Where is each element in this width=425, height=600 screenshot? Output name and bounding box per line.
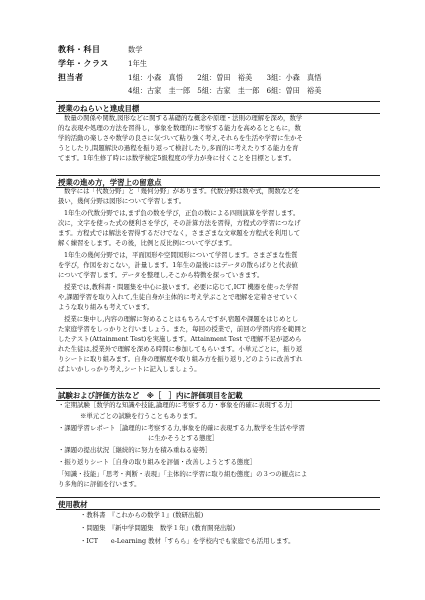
teachers-row-1: 1組：小森 真悟 2組：曽田 裕美 3組：小森 真悟 [128, 73, 322, 82]
material-item: ・問題集 『新中学問題集 数学１年』(教育開発出版) [80, 524, 236, 532]
aims-line: 数量の関係や関数,図形などに関する基礎的な概念や原理・法則の理解を深め，数学 [64, 114, 303, 122]
method-line: 授業に集中し,内容の理解に努めることはもちろんですが,宿題や課題をはじめとし [64, 315, 299, 323]
method-line: したテスト(Attainment Test)を実施します。Attainment Test で理解不足が認めら [58, 335, 302, 343]
method-line: 解く練習をします。その後，比例と反比例について学びます。 [58, 239, 236, 247]
evaluation-line: に生かそうとする態度］ [148, 434, 219, 442]
evaluation-line: り多角的に評価を行います。 [58, 480, 141, 488]
evaluation-line: ・振り返りシート［自身の取り組みを評価・改善しようとする態度］ [58, 458, 257, 466]
method-line: を学び，作図をおこない，計量します。1年生の最後にはデータの散らばりと代表値 [58, 261, 298, 269]
method-line: 授業では,教科書・問題集を中心に扱います。必要に応じて,ICT 機器を使った学習 [64, 283, 299, 291]
material-item: ・教科書 『これからの数学１』(数研出版) [80, 511, 204, 519]
method-line: 扱い，幾何分野は図形について学習します。 [58, 197, 186, 205]
method-line: た家庭学習をしっかりと行いましょう。また，毎回の授業で，前回の学習内容を範囲と [58, 325, 308, 333]
method-line: ます。方程式では解法を習得するだけでなく，さまざまな文章題を方程式を利用して [58, 229, 301, 237]
evaluation-line: ・課題の提出状況［継続的に努力を積み重ねる姿勢］ [58, 446, 212, 454]
aims-line: うとしたり,問題解決の過程を振り返って検討したり,多面的に考えたりする能力を育 [58, 144, 299, 152]
aims-line: 学的活動の楽しさや数学の良さに気づいて粘り強く考え,それらを生活や学習に生かそ [58, 134, 303, 142]
grade-label: 学年・クラス [58, 59, 109, 68]
section-materials-title: 使用教材 [58, 500, 88, 509]
method-line: れた生徒は,授業外で理解を深める時間に参加してもらいます。小単元ごとに，振り返 [58, 345, 303, 353]
method-line: 1年生の幾何分野では，平面図形や空間図形について学習します。さまざまな性質 [64, 251, 298, 259]
method-line: 数学には「代数分野」と「幾何分野」があります。代数分野は数や式，関数などを [64, 187, 300, 195]
method-line: について学習します。データを整理し,そこから特徴を探っていきます。 [58, 271, 264, 279]
aims-line: 的な表現や処理の方法を習得し，事象を数理的に考察する能力を高めるとともに，数 [58, 124, 301, 132]
evaluation-line: ※単元ごとの試験を行うこともあります。 [80, 412, 201, 420]
subject-label: 教科・科目 [58, 45, 101, 54]
section-evaluation-title: 試験および評価方法など ※［ ］内に評価項目を記載 [58, 391, 243, 400]
evaluation-line: ・課題学習レポート［論理的に考察する力,事象を的確に表現する力,数学を生活や学習 [58, 424, 305, 432]
method-line: ばよいかしっかり考え,シートに記入しましょう。 [58, 365, 201, 373]
method-line: りシートに取り組みます。自身の理解度や取り組み方を振り返り,どのように改善すれ [58, 355, 303, 363]
teacher-label: 担当者 [58, 73, 84, 82]
material-item: ・ICT e-Learning 教材「すらら」を学校内でも家庭でも活用します。 [80, 537, 295, 545]
evaluation-line: ・定期試験［数学的な知識や技能,論理的に考察する力・事象を的確に表現する力］ [58, 401, 297, 409]
method-line: ような取り組みも考えています。 [58, 303, 154, 311]
section-aims-header [56, 101, 380, 114]
section-aims-title: 授業のねらいと達成目標 [58, 104, 140, 113]
aims-line: てます。1年生修了時には数学検定5級程度の学力が身に付くことを目標とします。 [58, 154, 296, 162]
subject-value: 数学 [128, 45, 143, 54]
grade-value: 1年生 [128, 59, 147, 68]
section-method-title: 授業の進め方，学習上の留意点 [58, 178, 162, 187]
section-evaluation-header [56, 388, 380, 401]
method-line: 1年生の代数分野では,まず負の数を学び，正負の数による四則演算を学習します。 [64, 209, 300, 217]
section-materials-header [56, 497, 380, 510]
method-line: 次に，文字を使った式の便利さを学び，その計算方法を習得，方程式の学習につなげ [58, 219, 301, 227]
teachers-row-2: 4組：古家 圭一郎 5組：古家 圭一郎 6組：曽田 裕美 [128, 86, 322, 95]
evaluation-line: 「知識・技能」「思考・判断・表現」「主体的に学習に取り組む態度」の３つの観点によ [58, 470, 308, 478]
method-line: や,課題学習を取り入れて,生徒自身が主体的に考え学ぶことで理解を定着させていく [58, 293, 299, 301]
